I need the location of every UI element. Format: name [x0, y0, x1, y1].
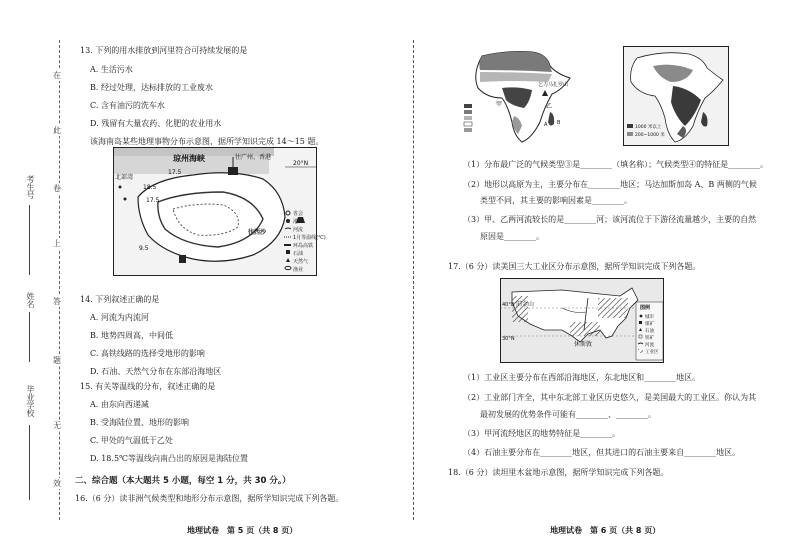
q15-stem: 15. 有关等温线的分布，叙述正确的是 [80, 382, 216, 391]
hainan-intro: 该海南岛某些地理事物分布示意图，据所学知识完成 14～15 题。 [90, 137, 324, 146]
legend-entry: 省会 [293, 211, 304, 217]
page-fold-line [413, 40, 414, 520]
usa-legend-entry: 城市 [645, 315, 654, 320]
q14-option: A. 河流为内流河 [90, 313, 149, 322]
q13-option: A. 生活污水 [90, 65, 133, 74]
africa-climate-map [462, 46, 580, 148]
side-a-label: A [544, 122, 548, 128]
lat-40-label: 40°N [502, 302, 515, 308]
label-school: 毕业学校 [26, 385, 35, 417]
usa-legend-entry: 铁矿 [645, 336, 654, 341]
africa-terrain-map [623, 46, 729, 146]
q13-stem: 13. 下列的用水排放到河里符合可持续发展的是 [80, 46, 248, 55]
legend-entry: 渔业 [293, 267, 304, 273]
label-exam-no: 考生号 [26, 175, 35, 199]
seal-char: 题 [53, 356, 61, 365]
label-name: 姓名 [26, 292, 35, 308]
underline-name [29, 312, 30, 362]
q14-option: D. 石油、天然气分布在东部沿海地区 [90, 367, 222, 376]
legend-title: 图例 [640, 305, 651, 311]
q13-option: B. 经过处理，达标排放的工业废水 [90, 83, 213, 92]
q13-option: C. 含有油污的洗车水 [90, 101, 165, 110]
binding-dashed-line [59, 40, 60, 520]
q16-sub: （2）地形以高原为主，主要分布在________地区；马达加斯加岛 A、B 两侧的气候 [463, 180, 757, 189]
legend-entry: 港口 [293, 219, 304, 225]
section-2-heading: 二、综合题（本大题共 5 小题，每空 1 分，共 30 分。） [75, 476, 291, 486]
q14-stem: 14. 下列叙述正确的是 [80, 295, 160, 304]
terrain-legend-entry: 200~1000 米 [635, 133, 665, 138]
legend-entry: 河流 [293, 227, 304, 233]
seal-char: 卷 [53, 184, 61, 193]
q18-stem: 18.（6 分）读坦里木盆地示意图，据所学知识完成下列各题。 [448, 468, 669, 477]
city-label: 往广州、香港 [235, 154, 272, 161]
q16-sub: （3）甲、乙两河流较长的是________河；该河流位于下游径流量越少，主要的自然 [463, 215, 757, 224]
lat-30-label: 30°N [502, 336, 515, 342]
page-footer-left: 地理试卷 第 5 页（共 8 页） [187, 526, 298, 535]
seal-char: 此 [53, 126, 61, 135]
usa-legend-entry: 煤矿 [645, 322, 654, 327]
seal-char: 答 [53, 297, 61, 306]
seal-char: 在 [53, 71, 61, 80]
q16-sub: 类型不同，其主要的影响因素是________。 [480, 196, 632, 205]
q15-option: D. 18.5℃等温线向南凸出的原因是海陆位置 [90, 454, 248, 463]
temp-label: 9.5 [139, 245, 149, 252]
isotherm-label: 17.5 [168, 169, 182, 176]
underline-school [29, 425, 30, 500]
q17-sub: （3）甲河流经地区的地势特征是________。 [463, 429, 621, 438]
hainan-map [113, 147, 326, 276]
q16-sub: （1）分布最广泛的气候类型③是________（填名称）；气候类型④的特征是________。 [463, 160, 769, 169]
seal-char: 无 [53, 421, 61, 430]
isotherm-label: 18.5 [143, 184, 157, 191]
kilimanjaro-label: 乞力马扎罗山 [538, 82, 569, 88]
underline-exam-no [29, 205, 30, 275]
q14-option: B. 地势四周高，中间低 [90, 331, 173, 340]
usa-legend-entry: 工业区 [645, 350, 659, 355]
sea-label: 北部湾 [115, 174, 134, 181]
city-sf-label: 旧金山 [516, 301, 535, 308]
city-houston-label: 休斯敦 [574, 341, 593, 348]
q14-option: C. 高铁线路的选择受地形的影响 [90, 349, 205, 358]
side-b-label: B [557, 120, 561, 126]
legend-entry: 天然气 [293, 259, 309, 265]
q15-option: B. 受海陆位置、地形的影响 [90, 418, 189, 427]
q17-stem: 17.（6 分）读美国三大工业区分布示意图，据所学知识完成下列各题。 [448, 262, 701, 271]
q16-sub: 原因是________。 [480, 232, 544, 241]
usa-legend-entry: 石油 [645, 329, 654, 334]
q17-sub: （1）工业区主要分布在西部沿海地区，东北地区和________地区。 [463, 373, 701, 382]
legend-entry: 1月等温线(℃) [293, 235, 326, 241]
isotherm-label: 17.5 [146, 197, 160, 204]
river-yi-label: 乙 [546, 103, 553, 110]
q15-option: A. 由东向西递减 [90, 400, 149, 409]
seal-char: 上 [53, 239, 61, 248]
q17-sub: 最初发展的优势条件可能有________、________。 [480, 410, 656, 419]
legend-entry: 环岛高铁 [293, 243, 314, 249]
river-jia-label: 甲 [496, 101, 503, 108]
usa-industry-map [500, 278, 664, 363]
lat-label: 20°N [293, 160, 309, 167]
usa-legend-entry: 河流 [645, 343, 654, 348]
legend-entry: 石油 [293, 251, 304, 257]
q17-sub: （2）工业部门齐全，其中东北部工业区历史悠久，是美国最大的工业区。你认为其 [463, 393, 757, 402]
strait-label: 琼州海峡 [173, 154, 205, 163]
page-footer-right: 地理试卷 第 6 页（共 8 页） [550, 526, 661, 535]
q15-option: C. 甲处的气温低于乙处 [90, 436, 173, 445]
q13-option: D. 残留有大量农药、化肥的农业用水 [90, 119, 222, 128]
q17-sub: （4）石油主要分布在________地区，但其进口的石油主要来自________地区。 [463, 448, 741, 457]
seal-char: 效 [53, 479, 61, 488]
terrain-legend-entry: 1000 米以上 [635, 125, 662, 130]
xisha-label: 往西沙 [248, 229, 267, 236]
q16-stem: 16.（6 分）读非洲气候类型和地形分布示意图，据所学知识完成下列各题。 [75, 494, 344, 503]
